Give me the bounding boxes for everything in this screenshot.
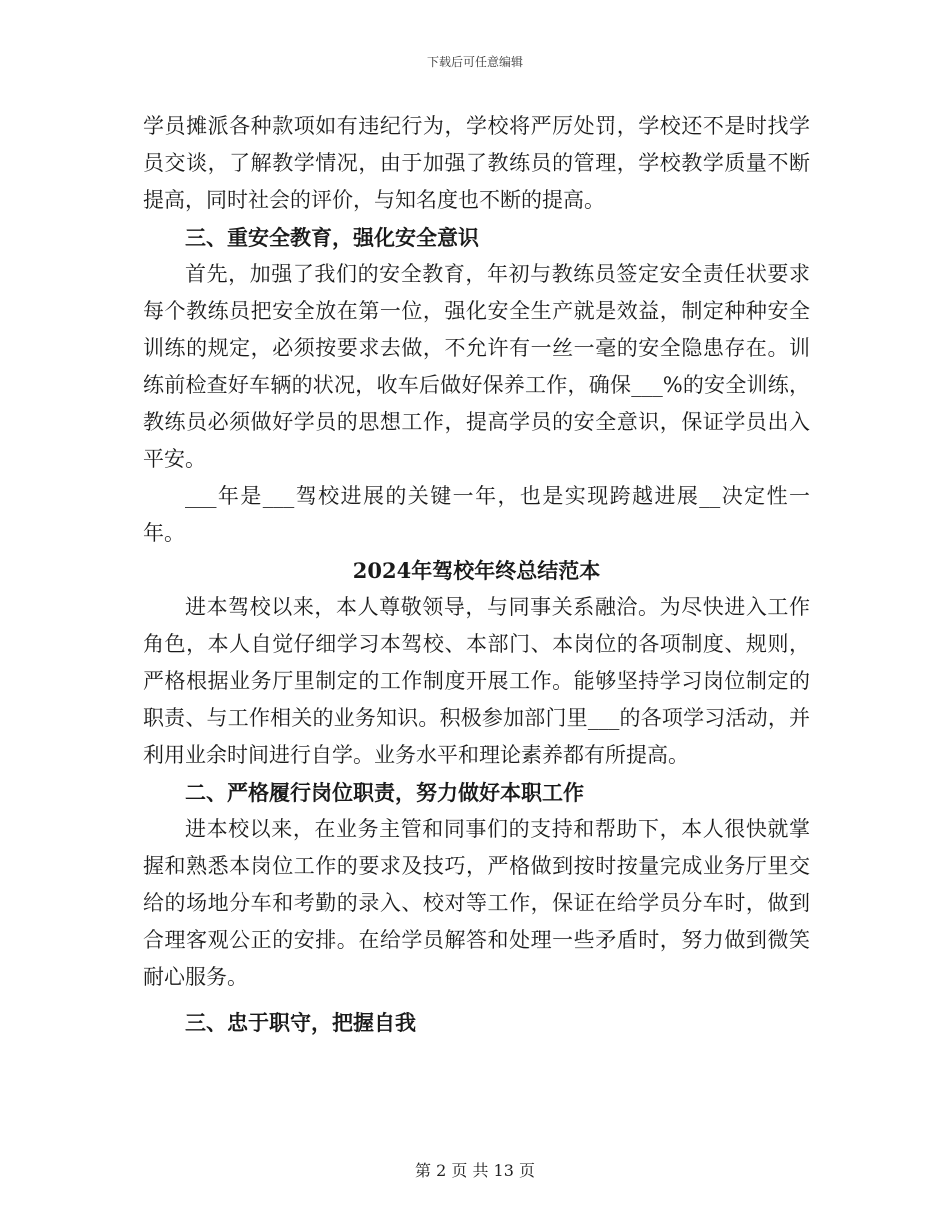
section-heading-loyalty: 三、忠于职守，把握自我 — [185, 1010, 416, 1035]
section-heading-safety: 三、重安全教育，强化安全意识 — [185, 225, 479, 250]
section-heading-duties: 二、严格履行岗位职责，努力做好本职工作 — [185, 780, 584, 805]
document-body — [143, 108, 810, 1041]
document-title: 2024年驾校年终总结范本 — [352, 558, 601, 583]
paragraph-5: 进本校以来，在业务主管和同事们的支持和帮助下，本人很快就掌握和熟悉本岗位工作的要求及技巧，严格做到按时按量完成业务厅里交给的场地分车和考勤的录入、校对等工作，保证在给学员分车时，做到合理客观公正的安排。在给学员解答和处理一些矛盾时，努力做到微笑耐心服务。 — [143, 817, 810, 989]
page-number: 第 2 页 共 13 页 — [415, 1161, 535, 1180]
page-header-note: 下载后可任意编辑 — [426, 55, 523, 69]
paragraph-1: 学员摊派各种款项如有违纪行为，学校将严厉处罚，学校还不是时找学员交谈，了解教学情况，由于加强了教练员的管理，学校教学质量不断提高，同时社会的评价，与知名度也不断的提高。 — [143, 114, 810, 212]
paragraph-4: 进本驾校以来，本人尊敬领导，与同事关系融洽。为尽快进入工作角色，本人自觉仔细学习本驾校、本部门、本岗位的各项制度、规则，严格根据业务厅里制定的工作制度开展工作。能够坚持学习岗位制定的职责、与工作相关的业务知识。积极参加部门里___的各项学习活动，并利用业余时间进行自学。业务水平和理论素养都有所提高。 — [143, 595, 810, 767]
paragraph-2: 首先，加强了我们的安全教育，年初与教练员签定安全责任状要求每个教练员把安全放在第一位，强化安全生产就是效益，制定种种安全训练的规定，必须按要求去做，不允许有一丝一毫的安全隐患存在。训练前检查好车辆的状况，收车后做好保养工作，确保___%的安全训练，教练员必须做好学员的思想工作，提高学员的安全意识，保证学员出入平安。 — [143, 262, 810, 471]
paragraph-3: ___年是___驾校进展的关键一年，也是实现跨越进展__决定性一年。 — [143, 484, 810, 545]
spacer — [143, 996, 810, 1004]
